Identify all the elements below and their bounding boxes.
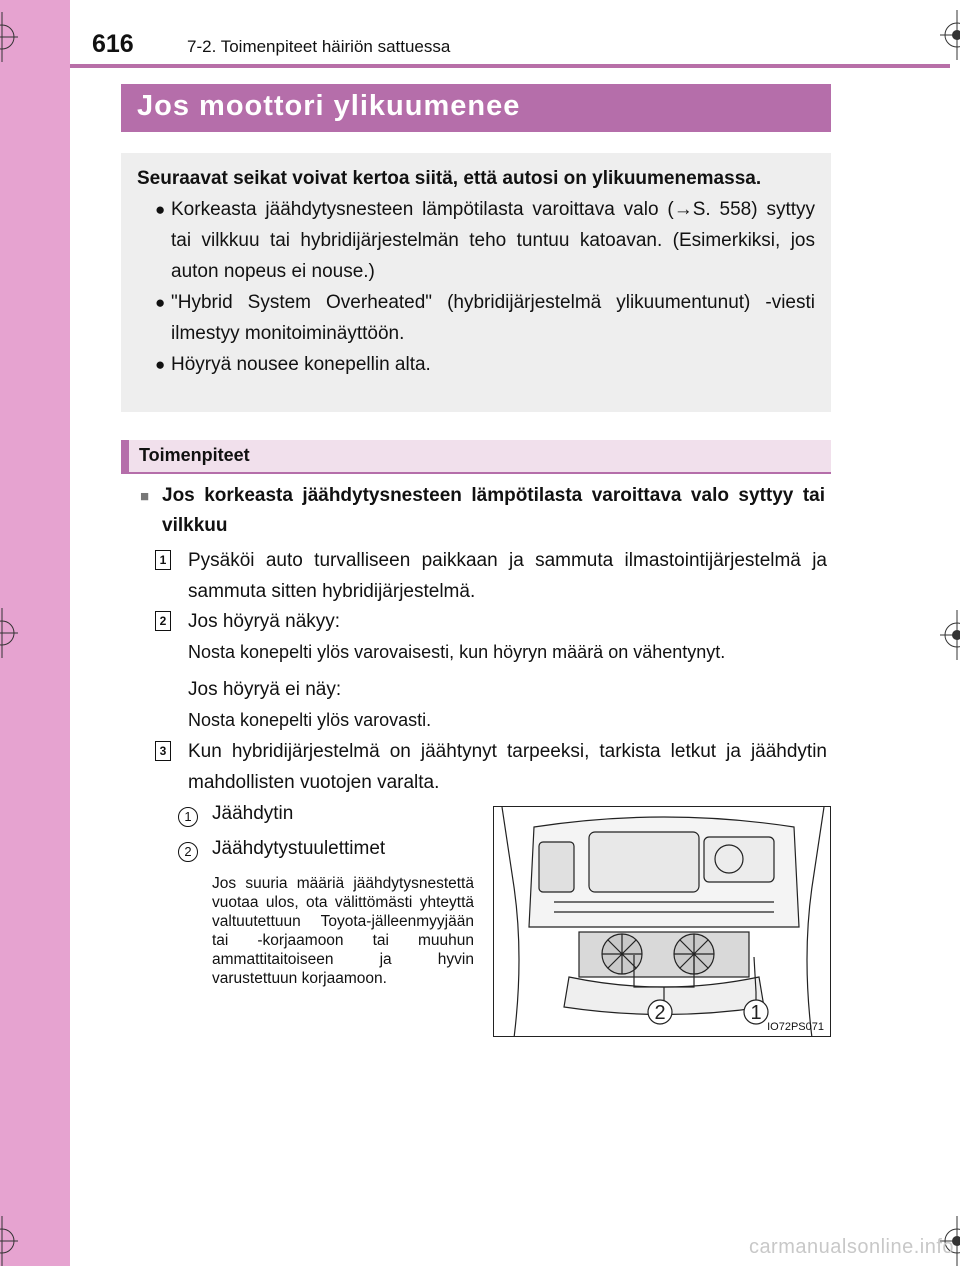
leak-note: Jos suuria määriä jäähdytysnestettä vuotaa ulos, ota välittömästi yhteyttä valtuutettuun Toyota-jälleenmyyjään tai -korjaamoon tai muuhun ammattitaitoiseen ja hyvin varustettuun korjaamoon. xyxy=(212,875,474,987)
registration-mark-icon xyxy=(0,1216,20,1266)
step-text: Pysäköi auto turvalliseen paikkaan ja sammuta ilmastointijärjestelmä ja sammuta sitten hybridijärjestelmä. xyxy=(188,550,827,602)
engine-bay-drawing xyxy=(494,807,831,1037)
callout-fans xyxy=(178,838,386,863)
registration-mark-icon xyxy=(0,12,20,62)
step-number: 3 xyxy=(155,741,171,761)
engine-bay-illustration xyxy=(493,806,831,1037)
step-text-nosteam: Jos höyryä ei näy: xyxy=(188,679,342,700)
section-heading: Toimenpiteet xyxy=(121,440,831,474)
callout-radiator xyxy=(178,803,294,828)
step-text: Kun hybridijärjestelmä on jäähtynyt tarpeeksi, tarkista letkut ja jäähdytin mahdollisten vuotojen varalta. xyxy=(188,741,827,793)
callout-label: Jäähdytystuulettimet xyxy=(212,838,386,859)
figure-callout-label: 1 xyxy=(750,1002,762,1024)
symptom-item: ● Höyryä nousee konepellin alta. xyxy=(137,349,815,380)
symptom-item: ● "Hybrid System Overheated" (hybridijärjestelmä ylikuumentunut) -viesti ilmestyy monitoiminäyttöön. xyxy=(137,287,815,349)
registration-mark-icon xyxy=(935,10,960,60)
step-text-steam: Jos höyryä näkyy: xyxy=(188,611,341,632)
step-1 xyxy=(155,545,827,607)
bullet-dot-icon: ● xyxy=(155,200,166,219)
step-number: 1 xyxy=(155,550,171,570)
step-text-nosteam-action: Nosta konepelti ylös varovasti. xyxy=(188,710,432,730)
registration-mark-icon xyxy=(935,610,960,660)
step-2 xyxy=(155,606,827,736)
square-bullet-icon: ■ xyxy=(140,488,150,505)
breadcrumb: 7-2. Toimenpiteet häiriön sattuessa xyxy=(187,37,451,56)
symptom-item: ● Korkeasta jäähdytysnesteen lämpötilasta varoittava valo (→S. 558) syttyy tai vilkkuu tai hybridijärjestelmän teho tuntuu katoavan. (Esimerkiksi, jos auton nopeus ei nouse.) xyxy=(137,194,815,287)
watermark: carmanualsonline.info xyxy=(748,1236,954,1258)
step-3 xyxy=(155,736,827,798)
page-title: Jos moottori ylikuumenee xyxy=(121,84,831,132)
step-number: 2 xyxy=(155,611,171,631)
page-number: 616 xyxy=(92,30,134,58)
registration-mark-icon xyxy=(0,608,20,658)
header-rule xyxy=(70,64,950,68)
bullet-dot-icon: ● xyxy=(155,355,166,374)
symptoms-box xyxy=(121,153,831,412)
figure-callout-label: 2 xyxy=(654,1002,666,1024)
figure-code: IO72PS071 xyxy=(767,1021,824,1033)
condition-heading: ■ Jos korkeasta jäähdytysnesteen lämpötilasta varoittava valo syttyy tai vilkkuu xyxy=(140,481,825,541)
callout-number: 1 xyxy=(178,807,198,827)
callout-label: Jäähdytin xyxy=(212,803,294,824)
step-text-steam-action: Nosta konepelti ylös varovaisesti, kun höyryn määrä on vähentynyt. xyxy=(188,642,726,662)
callout-number: 2 xyxy=(178,842,198,862)
bullet-dot-icon: ● xyxy=(155,293,166,312)
symptoms-intro: Seuraavat seikat voivat kertoa siitä, että autosi on ylikuumenemassa. xyxy=(137,168,762,189)
